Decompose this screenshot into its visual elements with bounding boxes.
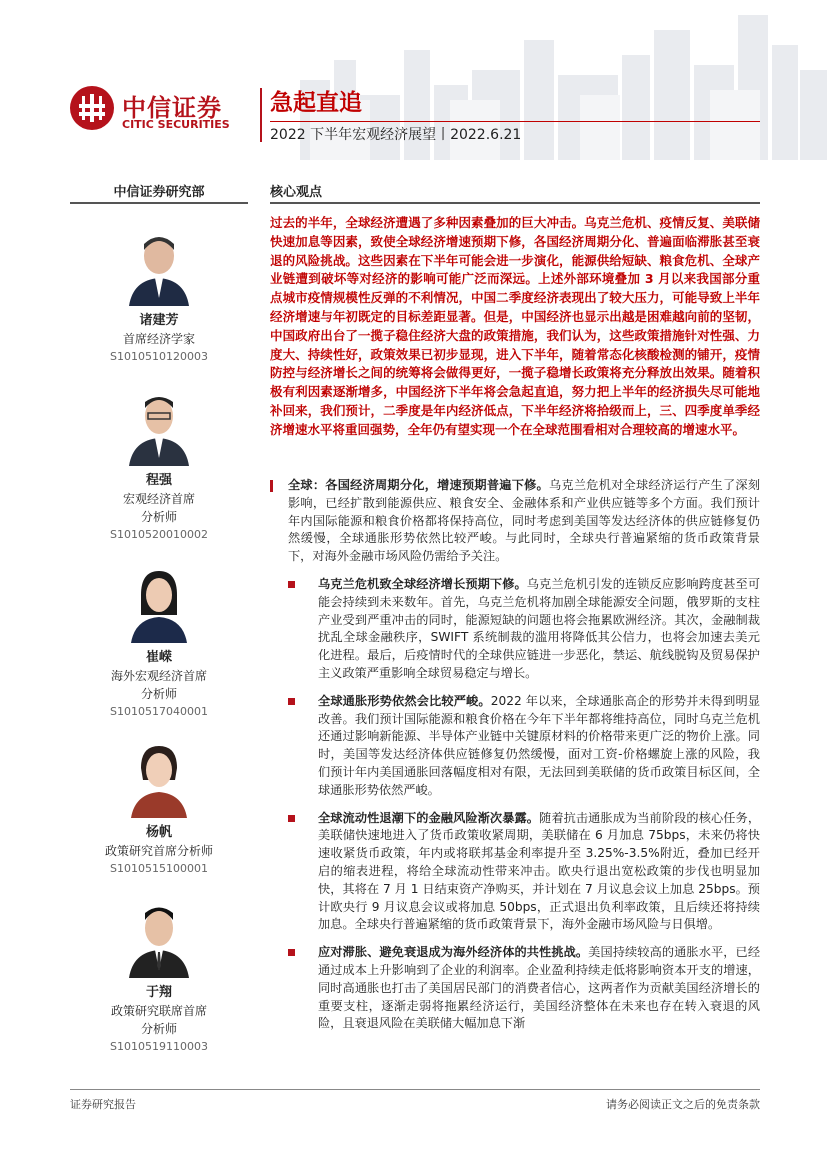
square-bullet-icon <box>288 815 295 822</box>
title-underline <box>270 121 760 122</box>
header-divider <box>260 88 262 142</box>
citic-logo <box>70 86 248 136</box>
logo-en-text: CITIC SECURITIES <box>122 118 230 131</box>
analyst-role: 首席经济学家 <box>122 332 195 346</box>
list-item <box>270 944 760 1033</box>
footer-report-type: 证券研究报告 <box>70 1098 136 1111</box>
section-marker-icon <box>270 480 273 492</box>
global-lead: 全球：各国经济周期分化，增速预期普遍下修。 <box>288 478 549 492</box>
analyst-name: 崔嵘 <box>145 650 172 665</box>
main-body <box>270 477 760 1043</box>
footer-rule <box>70 1089 760 1090</box>
analyst-card <box>70 228 248 366</box>
analyst-role: 政策研究首席分析师 <box>104 844 213 858</box>
analyst-role: 政策研究联席首席 分析师 <box>110 1004 207 1036</box>
citic-logo-icon <box>70 86 114 130</box>
list-item <box>270 810 760 935</box>
global-text: 乌克兰危机对全球经济运行产生了深刻影响，已经扩散到能源供应、粮食安全、金融体系和产业供应链等多个方面。我们预计年内国际能源和粮食价格都将保持高位，同时考虑到美国等发达经济体的供应链修复仍然缓慢，全球通胀形势依然比较严峻。与此同时，全球央行普遍紧缩的货币政策背景下，对海外金融市场风险仍需给予关注。 <box>288 478 761 564</box>
content-heading: 核心观点 <box>270 185 323 200</box>
point-text: 2022 年以来，全球通胀高企的形势并未得到明显改善。我们预计国际能源和粮食价格在今年下半年都将维持高位，同时乌克兰危机还通过影响新能源、半导体产业链中关键原材料的价格带来更广泛的物价上涨。同时，美国等发达经济体供应链修复仍然缓慢，面对工资-价格螺旋上涨的风险，我们预计年内美国通胀回落幅度相对有限，无法回到美联储的货币政策目标区间，全球通胀形势依然严峻。 <box>318 693 761 797</box>
report-subtitle: 2022 下半年宏观经济展望丨2022.6.21 <box>270 127 522 143</box>
analyst-photo <box>127 565 191 643</box>
sidebar-heading: 中信证券研究部 <box>113 185 205 200</box>
square-bullet-icon <box>288 698 295 705</box>
point-lead: 全球流动性退潮下的金融风险渐次暴露。 <box>318 810 540 825</box>
analyst-card <box>70 388 248 544</box>
analyst-role: 宏观经济首席 分析师 <box>122 492 195 524</box>
point-text: 随着抗击通胀成为当前阶段的核心任务，美联储快速地进入了货币政策收紧周期，美联储在 6 月加息 75bps，未来仍将快速收紧货币政策，年内或将联邦基金利率提升至 3.25%-3.5%附近，叠加已经开启的缩表进程，将给全球流动性带来冲击。欧央行退出宽松政策的步伐也明显加快，其将在 7 月 1 日结束资产净购买，并计划在 7 月议息会议上加息 25bps。预计欧央行 9 月议息会议或将加息 50bps，正式退出负利率政策，且后续还将持续加息。全球央行普遍紧缩的货币政策背景下，海外金融市场风险与日俱增。 <box>318 810 761 932</box>
point-lead: 全球通胀形势依然会比较严峻。 <box>318 693 491 708</box>
square-bullet-icon <box>288 581 295 588</box>
point-lead: 乌克兰危机致全球经济增长预期下修。 <box>318 576 527 591</box>
core-summary: 过去的半年，全球经济遭遇了多种因素叠加的巨大冲击。乌克兰危机、疫情反复、美联储快速加息等因素，致使全球经济增速预期下修，各国经济周期分化、普遍面临滞胀甚至衰退的风险挑战。这些因素在下半年可能会进一步演化，能源供给短缺、粮食危机、全球产业链遭到破坏等对经济的影响可能广泛而深远。上述外部环境叠加 3 月以来我国部分重点城市疫情规模性反弹的不利情况，中国二季度经济表现出了较大压力，可能导致上半年经济增速与年初既定的目标差距显著。但是，中国经济也显示出越是困难越向前的坚韧，中国政府出台了一揽子稳住经济大盘的政策措施，我们认为，这些政策措施针对性强、力度大、持续性好，政策效果已初步显现，进入下半年，随着常态化核酸检测的铺开，疫情防控与经济增长之间的统筹将会做得更好，一揽子稳增长政策将充分释放出效果。随着积极有利因素逐渐增多，中国经济下半年将会急起直追，努力把上半年的经济损失尽可能地补回来，我们预计，二季度是年内经济低点，下半年经济将拾级而上，三、四季度单季经济增速水平将重回强势，全年仍有望实现一个在全球范围看相对合理较高的增速水平。 <box>270 215 760 437</box>
square-bullet-icon <box>288 949 295 956</box>
analyst-card <box>70 900 248 1056</box>
point-text: 美国持续较高的通胀水平，已经通过成本上升影响到了企业的利润率。企业盈利持续走低将影响资本开支的增速，同时高通胀也打击了美国居民部门的消费者信心，这两者作为贡献美国经济增长的重要支柱，逐渐走弱将拖累经济运行，美国经济整体在未来也存在转入衰退的风险，且衰退风险在美联储大幅加息下渐 <box>318 945 761 1031</box>
point-lead: 应对滞胀、避免衰退成为海外经济体的共性挑战。 <box>318 945 589 960</box>
list-item <box>270 693 760 800</box>
report-title: 急起直追 <box>270 90 362 116</box>
analyst-cert-number: S1010519110003 <box>110 1040 208 1053</box>
analyst-name: 杨帆 <box>145 825 172 840</box>
analyst-card <box>70 740 248 878</box>
content-heading-rule <box>270 202 760 204</box>
point-text: 乌克兰危机引发的连锁反应影响跨度甚至可能会持续到未来数年。首先，乌克兰危机将加剧全球能源安全问题，俄罗斯的支柱产业受到严重冲击的同时，能源短缺的问题也将会拖累欧洲经济。其次，金融制裁扰乱全球金融秩序，SWIFT 系统制裁的滥用将降低其公信力，也将会加速去美元化进程。最后，后疫情时代的全球供应链进一步恶化，禁运、航线脱钩及贸易保护主义政策严重影响全球贸易稳定与增长。 <box>318 576 761 680</box>
analyst-cert-number: S1010510120003 <box>110 350 208 363</box>
sidebar-heading-rule <box>70 202 248 204</box>
footer-disclaimer-note: 请务必阅读正文之后的免责条款 <box>606 1098 760 1111</box>
analyst-photo <box>127 900 191 978</box>
analyst-card <box>70 565 248 721</box>
analyst-name: 程强 <box>145 473 172 488</box>
analyst-name: 于翔 <box>145 985 172 1000</box>
list-item <box>270 576 760 683</box>
analyst-name: 诸建芳 <box>139 313 179 328</box>
analyst-cert-number: S1010520010002 <box>110 528 208 541</box>
logo-cn-text: 中信证券 <box>122 94 222 122</box>
analyst-cert-number: S1010515100001 <box>110 862 208 875</box>
analyst-role: 海外宏观经济首席 分析师 <box>110 669 207 701</box>
analyst-cert-number: S1010517040001 <box>110 705 208 718</box>
analyst-photo <box>127 228 191 306</box>
analyst-photo <box>127 740 191 818</box>
global-section <box>270 477 760 566</box>
analyst-photo <box>127 388 191 466</box>
